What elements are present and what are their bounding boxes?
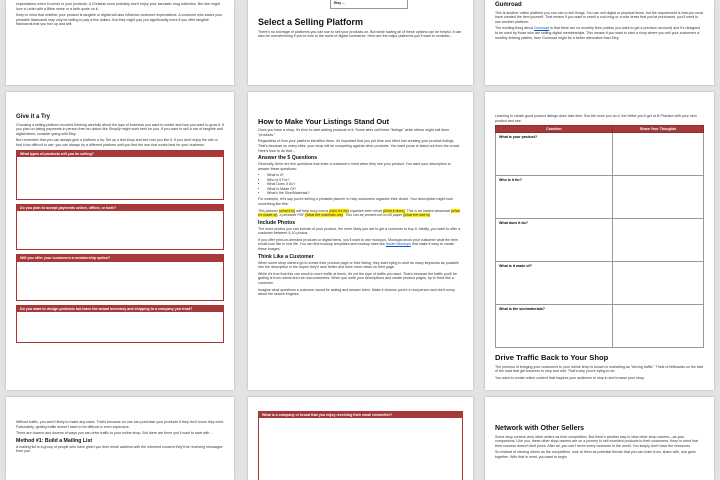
paragraph: While it's true that this can result in more traffic at times, it's not the type of traffic you want. That's because the traffic you'll be getting is from robots and not real customers. When you write your descriptions and create product pages, try to think like a customer. <box>258 271 458 286</box>
answer-cell[interactable] <box>612 262 703 305</box>
table-row: What is the size/materials? <box>496 305 704 348</box>
answer-cell[interactable] <box>612 176 703 219</box>
table-row: Who is it for? <box>496 176 704 219</box>
worksheet-box[interactable] <box>16 150 224 200</box>
paragraph: The exciting thing about Gumroad is that there are no monthly fees (unless you want to get a premium account) and it's designed to be used by those who are selling digital memberships. This means if you want to start a shop where you sell your customers a monthly knitting pattern, then Gumroad might be a better alternative than Etsy. <box>495 26 701 40</box>
subheading: Method #1: Build a Mailing List <box>16 437 93 444</box>
paragraph: You want to create online content that inspires your audience to stop in and browse your shop. <box>495 375 645 380</box>
paragraph: For example, let's say you're selling a printable planner to help customers organize their closet. Your description might look something like this: <box>258 197 453 206</box>
paragraph: There's no shortage of platforms you can use to sell your products on. But while having all of these options can be helpful, it can also be overwhelming if you're new to the world of digital commerce. Here are the major platforms you'll want to consider... <box>258 29 462 39</box>
paragraph: Choosing a selling platform involves thinking carefully about the type of business you want to create and how you want to grow it. If you plan on taking payments in person then an option like Shopify might work best for you. If you want to sell a mix of tangible and digital items, consider going with Etsy. <box>16 122 224 136</box>
list-item: • Who Is It For? <box>267 178 463 182</box>
worksheet-question: What types of products will you be selling? <box>17 151 223 157</box>
answer-area[interactable] <box>17 211 223 249</box>
paragraph: Learning to create good product listings does take time. But the more you do it, the better you'll get at it! Practice with your next product and see. <box>495 114 697 123</box>
paragraph: So instead of viewing others as the competition, look at them as potential friends that you can learn from, share with, and grow together. With that in mind, you want to begin <box>495 450 696 460</box>
subheading: Answer the 5 Questions <box>258 155 318 162</box>
bullet-list <box>258 173 463 195</box>
section-heading: Network with Other Sellers <box>495 425 585 432</box>
document-page-6 <box>485 92 714 390</box>
table-row: What is it made of? <box>496 262 704 305</box>
answer-area[interactable] <box>17 312 223 342</box>
subheading: Include Photos <box>258 219 296 226</box>
section-heading: Gumroad <box>495 2 522 8</box>
worksheet-question: Do you plan to accept payments online, offline, or both? <box>17 205 223 211</box>
section-heading: Select a Selling Platform <box>258 17 364 27</box>
worksheet-box[interactable] <box>16 305 224 343</box>
paragraph: There are dozens and dozens of ways you can drive traffic to your online shop. But there are three you'll want to start with ... <box>16 431 214 436</box>
paragraph: Regardless of how your platform identifies them, it's important that you put time and effort into creating your product listings. That's because on many sites, your shop will be competing against other products. You want yours to stand out from the crowd. Here's how to do that... <box>258 139 461 153</box>
gumroad-link[interactable]: Gumroad <box>534 26 550 31</box>
section-heading: How to Make Your Listings Stand Out <box>258 117 390 126</box>
list-item: • What Is Made Of? <box>267 187 463 191</box>
smart-mockups-link[interactable]: Smart Mockups <box>385 242 411 247</box>
answer-cell[interactable] <box>612 133 703 176</box>
paragraph: Generally, there are five questions that enter a customer's mind when they see your product. You want your description to answer these questions: <box>258 162 451 171</box>
document-page-2 <box>248 0 473 85</box>
table-fragment: Etsy ... <box>330 0 408 9</box>
section-heading: Give it a Try <box>16 114 51 120</box>
answer-area[interactable] <box>17 262 223 300</box>
paragraph: When some shop owners go to create their product page or their listing, they start trying to stuff as many keywords as possible into the description in the hopes they'll rank better and have more views on their page. <box>258 260 459 270</box>
paragraph: Keep in mind that whether your product is tangible or digital will also influence customer expectations. A customer who saves your printable flashcards may only be willing to pay a few dollars. But they might pay you significantly more if you offer tangible flashcards that you box up and sell. <box>16 13 223 27</box>
example-quote: This planner (what it is) will help busy moms (who it's for) organize their closet (what it does). This is an instant download (what it's made of), a printable PDF (what the materials are). This can be printed out on A5 paper (what the size is). <box>258 208 460 218</box>
paragraph: This is another online platform you can use to sell things. You can sell digital or physical items, but the requirement is that you must have created the item yourself. That means if you want to resell a cool mug or a cute dress that you've purchased, you'll need to use another platform. <box>495 10 704 24</box>
worksheet-table <box>495 125 704 348</box>
table-row: What is your product? <box>496 133 704 176</box>
document-page-1 <box>6 0 234 85</box>
document-page-7 <box>6 397 234 480</box>
worksheet-question: What is a company or brand that you enjoy receiving their email newsletter? <box>259 412 462 418</box>
document-page-8 <box>248 397 473 480</box>
list-item: • What Does It Do? <box>267 182 463 186</box>
paragraph: Imagine what questions a customer would be asking and answer them. Make it obvious you're a real person and don't worry about the search engines. <box>258 287 455 297</box>
list-item: • What's the Size/Materials? <box>267 191 463 195</box>
subheading: Think Like a Customer <box>258 253 314 260</box>
column-header: Share Your Thoughts <box>612 126 703 133</box>
document-page-4 <box>6 92 234 390</box>
answer-area[interactable] <box>259 418 462 480</box>
paragraph: The process of bringing your customers to your online shop is known in marketing as "driving traffic." Think of billboards on the side of the road that get travelers to stop and visit. That's why you're trying to do. <box>495 364 704 374</box>
worksheet-box[interactable] <box>16 254 224 300</box>
paragraph: Once you have a shop, it's time to start adding products to it. Some sites call these "listings" while others might call them "products." <box>258 128 450 137</box>
document-page-5 <box>248 92 473 390</box>
paragraph: Some shop owners view other sellers as their competition. But there's another way to view other shop owners—as your companions. Like you, these other shop owners are on a journey to sell excellent products to their customers. Keep in mind that their success doesn't limit yours. After all, you can't serve every customer in the world. You simply don't have the resources. <box>495 434 698 448</box>
paragraph: Without traffic, you aren't likely to make any sales. That's because no one can purchase your products if they don't know they exist. Fortunately, getting traffic doesn't have to be difficult or even expensive. <box>16 420 224 429</box>
answer-area[interactable] <box>17 157 223 199</box>
answer-cell[interactable] <box>612 219 703 262</box>
paragraph: If you offer print-on-demand products or digital items, you'll want to use mockups. Mockups show your customer what the item would look like in real life. You can find mockup templates and mockup sites like Smart Mockups that make it easy to create these images. <box>258 237 458 252</box>
list-item: • What is it? <box>267 173 463 177</box>
worksheet-question: Do you want to design products but leave the actual inventory and shipping to a company you trust? <box>17 306 223 312</box>
worksheet-box[interactable] <box>16 204 224 250</box>
worksheet-question: Will you offer your customers a membership option? <box>17 255 223 261</box>
paragraph: expectations when it comes to your products. A Christian mom probably won't enjoy your sarcastic mug collection. But she might love a t-shirt with a Bible verse or a faith quote on it. <box>16 2 220 11</box>
worksheet-box[interactable] <box>258 411 463 480</box>
column-header: Consider <box>496 126 613 133</box>
document-page-3 <box>485 0 714 85</box>
paragraph: But remember that you can always give a platform a try. Set up a test shop and see how you like it. If you don't enjoy the site or find it too difficult to use, you can always try a different platform until you find the one that works best for your business. <box>16 138 218 147</box>
section-heading: Drive Traffic Back to Your Shop <box>495 353 609 363</box>
paragraph: The more photos you can include of your product, the more likely you are to get a customer to buy it. Ideally, you want to offer a customer between 5-10 photos. <box>258 226 461 236</box>
table-row: What does it do? <box>496 219 704 262</box>
paragraph: A mailing list is a group of people who have given you their email address with the informed consent they'll be receiving messages from you. <box>16 444 223 454</box>
answer-cell[interactable] <box>612 305 703 348</box>
document-page-9 <box>485 397 714 480</box>
